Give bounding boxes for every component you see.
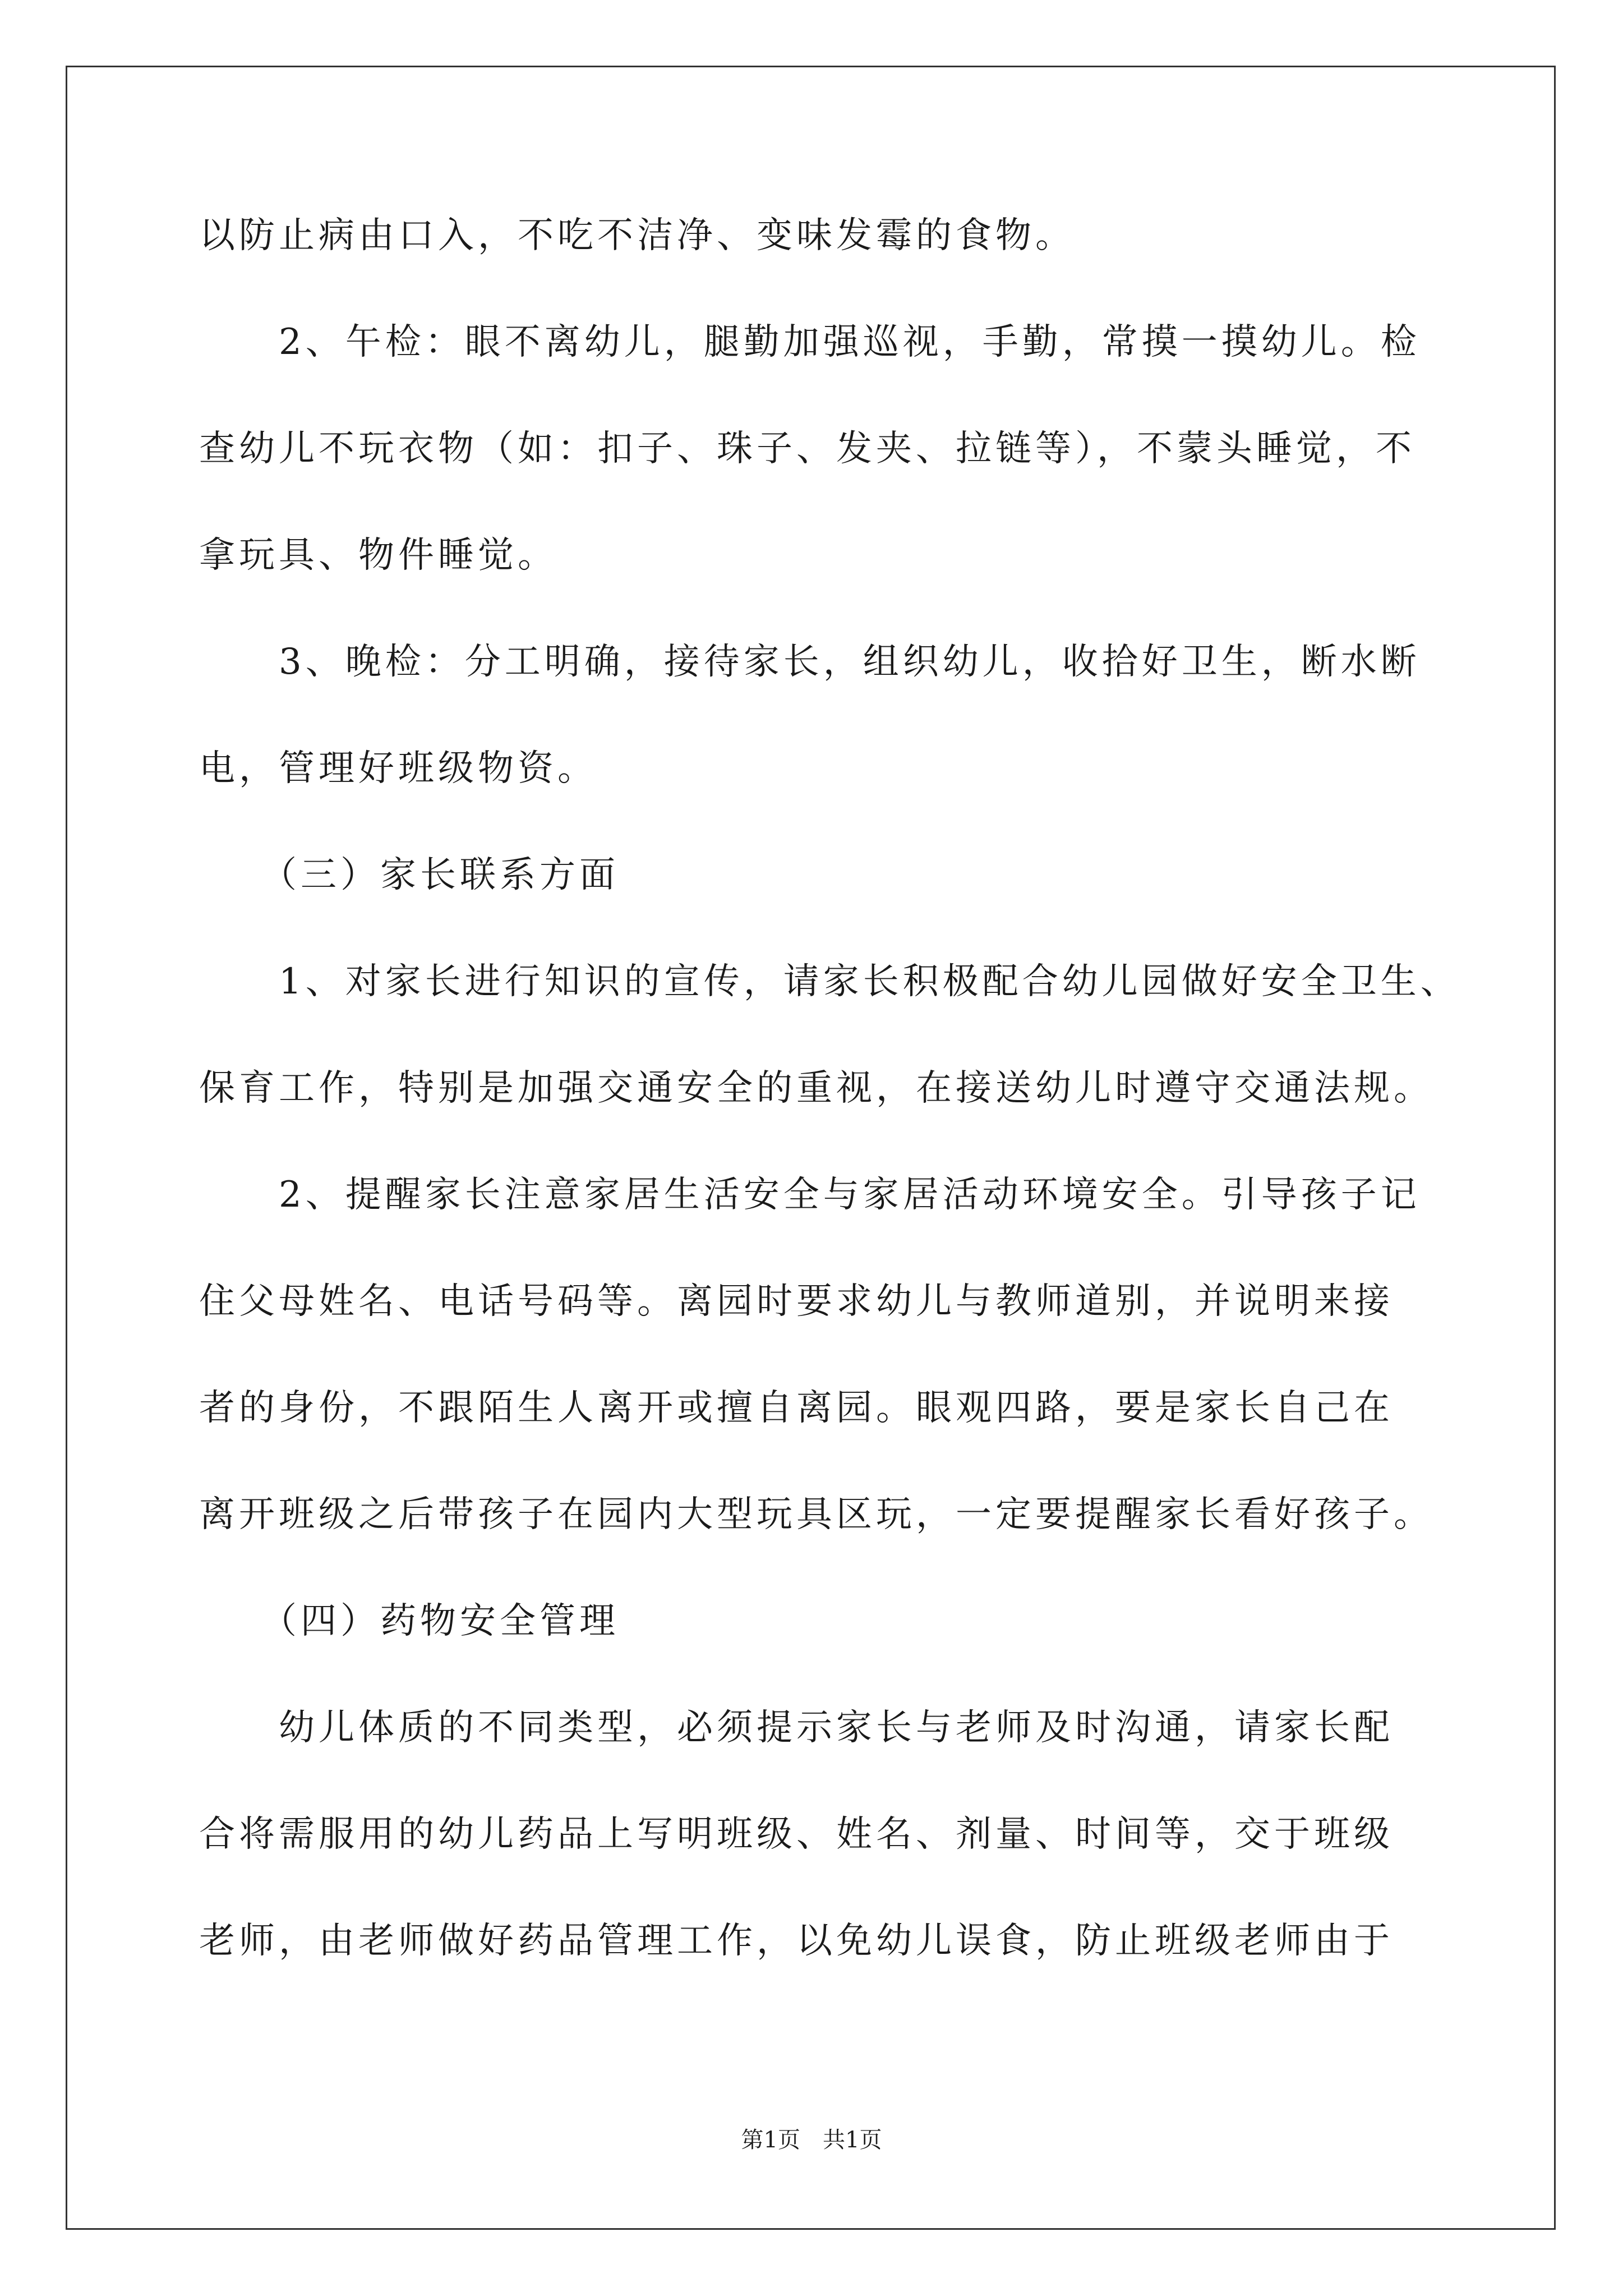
text-line: 以防止病由口入，不吃不洁净、变味发霉的食物。 xyxy=(199,215,1075,256)
page-footer: 第1页 共1页 xyxy=(741,2127,882,2153)
text-line: 2、午检：眼不离幼儿，腿勤加强巡视，手勤，常摸一摸幼儿。检 xyxy=(199,321,1421,363)
text-line: 保育工作，特别是加强交通安全的重视，在接送幼儿时遵守交通法规。 xyxy=(199,1068,1433,1109)
section-heading: （四）药物安全管理 xyxy=(199,1600,619,1642)
text-line: 离开班级之后带孩子在园内大型玩具区玩，一定要提醒家长看好孩子。 xyxy=(199,1494,1433,1535)
text-line: 住父母姓名、电话号码等。离园时要求幼儿与教师道别，并说明来接 xyxy=(199,1281,1394,1322)
text-line: 老师，由老师做好药品管理工作，以免幼儿误食，防止班级老师由于 xyxy=(199,1920,1394,1962)
page-border xyxy=(66,66,1556,2230)
text-line: 幼儿体质的不同类型，必须提示家长与老师及时沟通，请家长配 xyxy=(199,1707,1394,1749)
text-line: 1、对家长进行知识的宣传，请家长积极配合幼儿园做好安全卫生、 xyxy=(199,961,1460,1002)
text-line: 者的身份，不跟陌生人离开或擅自离园。眼观四路，要是家长自己在 xyxy=(199,1387,1394,1429)
text-line: 查幼儿不玩衣物（如：扣子、珠子、发夹、拉链等），不蒙头睡觉，不 xyxy=(199,428,1415,470)
text-line: 合将需服用的幼儿药品上写明班级、姓名、剂量、时间等，交于班级 xyxy=(199,1814,1394,1855)
text-line: 2、提醒家长注意家居生活安全与家居活动环境安全。引导孩子记 xyxy=(199,1174,1421,1216)
section-heading: （三）家长联系方面 xyxy=(199,854,619,896)
text-line: 拿玩具、物件睡觉。 xyxy=(199,535,557,576)
text-line: 3、晚检：分工明确，接待家长，组织幼儿，收拾好卫生，断水断 xyxy=(199,641,1421,683)
text-line: 电，管理好班级物资。 xyxy=(199,748,597,789)
